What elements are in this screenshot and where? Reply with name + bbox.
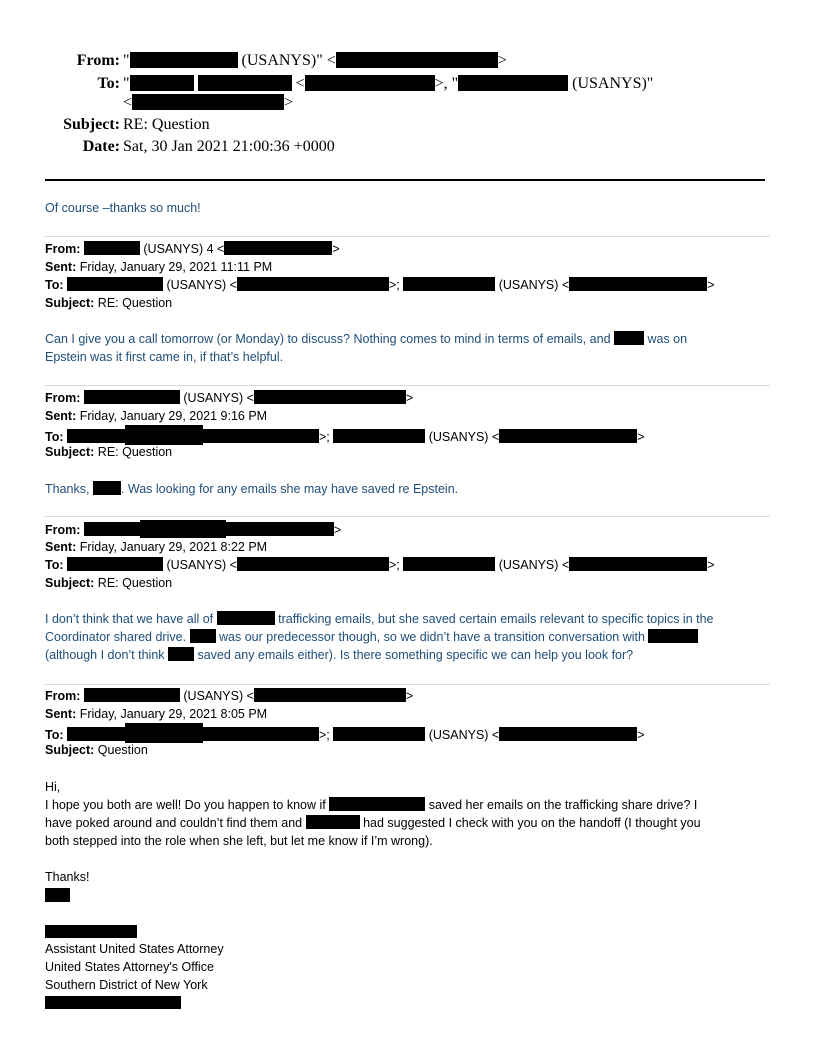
redaction <box>45 888 70 902</box>
msg4-from: From: (USANYS) < > <box>45 689 414 703</box>
redaction <box>333 727 425 741</box>
redaction <box>254 390 406 404</box>
message-separator <box>45 385 770 386</box>
msg4-subject: Subject: Question <box>45 743 148 757</box>
redaction <box>237 557 389 571</box>
redaction <box>140 520 226 538</box>
msg4-sent: Sent: Friday, January 29, 2021 8:05 PM <box>45 707 268 721</box>
message-separator <box>45 236 770 237</box>
redaction <box>67 557 163 571</box>
redaction <box>403 277 495 291</box>
msg3-body: I don’t think that we have all of trafficking emails, but she saved certain emails relevant to specific topics in the Coordinator shared drive. was our predecessor though, so we didn’t have a transition conversation with (although I don’t think saved any emails either). Is there something specific we can help you look for? <box>45 612 714 662</box>
message-separator <box>45 516 770 517</box>
redaction <box>237 277 389 291</box>
redaction <box>224 241 332 255</box>
to-value-continued: < > <box>123 94 294 111</box>
signature-office: United States Attorney's Office <box>45 960 214 974</box>
redaction <box>226 522 334 536</box>
date-value: Sat, 30 Jan 2021 21:00:36 +0000 <box>123 138 335 155</box>
redaction <box>84 688 180 702</box>
msg4-greeting: Hi, <box>45 780 61 794</box>
redaction <box>306 815 360 829</box>
redaction <box>198 75 292 91</box>
msg2-to: To: >; (USANYS) < > <box>45 425 645 446</box>
from-value: " (USANYS)" < > <box>123 52 507 69</box>
redaction <box>125 425 203 445</box>
redaction <box>125 723 203 743</box>
msg3-sent: Sent: Friday, January 29, 2021 8:22 PM <box>45 540 268 554</box>
redaction <box>217 611 275 625</box>
redaction <box>333 429 425 443</box>
redaction <box>305 75 435 91</box>
redaction <box>84 241 140 255</box>
msg4-to: To: >; (USANYS) < > <box>45 723 645 744</box>
redaction <box>45 925 137 938</box>
redaction <box>569 277 707 291</box>
redaction <box>84 390 180 404</box>
redaction <box>45 996 181 1009</box>
redaction <box>569 557 707 571</box>
redaction <box>132 94 284 110</box>
redaction <box>67 727 125 741</box>
msg1-sent: Sent: Friday, January 29, 2021 11:11 PM <box>45 260 273 274</box>
message-separator <box>45 684 770 685</box>
msg3-subject: Subject: RE: Question <box>45 576 173 590</box>
redaction <box>336 52 498 68</box>
msg4-thanks: Thanks! <box>45 870 90 884</box>
msg1-to: To: (USANYS) < >; (USANYS) < > <box>45 278 715 292</box>
redaction <box>168 647 194 661</box>
redaction <box>648 629 698 643</box>
msg1-from: From: (USANYS) 4 < > <box>45 242 340 256</box>
header-divider <box>45 179 765 181</box>
redaction <box>203 727 319 741</box>
to-label: To: <box>97 75 120 92</box>
subject-value: RE: Question <box>123 116 210 133</box>
signature-title: Assistant United States Attorney <box>45 942 224 956</box>
msg4-body: I hope you both are well! Do you happen to know if saved her emails on the trafficking share drive? I have poked around and couldn’t find them and had suggested I check with you on the handoff (I thought you both stepped into the role when she left, but let me know if I’m wrong). <box>45 798 701 848</box>
msg1-body: Can I give you a call tomorrow (or Monday) to discuss? Nothing comes to mind in terms of emails, and was on Epstein was it first came in, if that’s helpful. <box>45 332 688 364</box>
redaction <box>130 75 194 91</box>
redaction <box>254 688 406 702</box>
msg2-sent: Sent: Friday, January 29, 2021 9:16 PM <box>45 409 268 423</box>
redaction <box>403 557 495 571</box>
msg2-subject: Subject: RE: Question <box>45 445 173 459</box>
subject-label: Subject: <box>63 116 120 133</box>
reply-text: Of course –thanks so much! <box>45 201 201 215</box>
redaction <box>190 629 216 643</box>
redaction <box>203 429 319 443</box>
msg2-from: From: (USANYS) < > <box>45 391 414 405</box>
redaction <box>458 75 568 91</box>
redaction <box>499 727 637 741</box>
redaction <box>84 522 140 536</box>
msg1-subject: Subject: RE: Question <box>45 296 173 310</box>
to-value: " < >, " (USANYS)" <box>123 75 654 92</box>
msg3-from: From: > <box>45 520 341 539</box>
redaction <box>614 331 644 345</box>
redaction <box>130 52 238 68</box>
signature-district: Southern District of New York <box>45 978 208 992</box>
redaction <box>67 277 163 291</box>
redaction <box>499 429 637 443</box>
redaction <box>329 797 425 811</box>
msg3-to: To: (USANYS) < >; (USANYS) < > <box>45 558 715 572</box>
redaction <box>93 481 121 495</box>
redaction <box>67 429 125 443</box>
msg2-body: Thanks, . Was looking for any emails she may have saved re Epstein. <box>45 482 459 496</box>
date-label: Date: <box>82 138 120 155</box>
from-label: From: <box>76 52 120 69</box>
